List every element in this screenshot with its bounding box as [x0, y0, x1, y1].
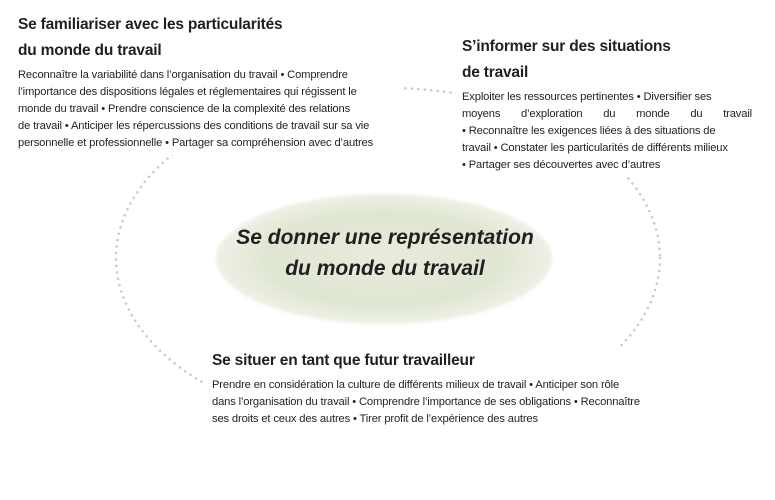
- body-line: dans l’organisation du travail • Comprendre l’importance de ses obligations • Reconnaître: [212, 396, 640, 408]
- block-body: [212, 377, 682, 428]
- central-concept-line-1: Se donner une représentation: [236, 226, 534, 249]
- block-bottom: [212, 348, 682, 428]
- block-title-line-1: Se familiariser avec les particularités: [18, 16, 283, 33]
- body-line: • Partager ses découvertes avec d’autres: [462, 159, 661, 171]
- body-line: Reconnaître la variabilité dans l’organisation du travail • Comprendre: [18, 69, 348, 81]
- block-title: Se situer en tant que futur travailleur: [212, 352, 475, 369]
- block-top-left: [18, 12, 398, 152]
- block-body: [18, 67, 398, 152]
- body-line: monde du travail • Prendre conscience de la complexité des relations: [18, 103, 351, 115]
- block-title: [18, 12, 398, 64]
- body-line: travail • Constater les particularités de différents milieux: [462, 142, 728, 154]
- body-line: Exploiter les ressources pertinentes • Diversifier ses: [462, 91, 712, 103]
- body-line: • Reconnaître les exigences liées à des situations de: [462, 125, 716, 137]
- body-line: moyens d’exploration du monde du travail: [462, 108, 752, 120]
- central-concept: [215, 222, 555, 284]
- body-line: ses droits et ceux des autres • Tirer profit de l’expérience des autres: [212, 413, 538, 425]
- central-concept-line-2: du monde du travail: [285, 257, 485, 280]
- block-title-line-1: S’informer sur des situations: [462, 38, 671, 55]
- body-line: personnelle et professionnelle • Partager sa compréhension avec d’autres: [18, 137, 374, 149]
- body-line: Prendre en considération la culture de différents milieux de travail • Anticiper son rôle: [212, 379, 620, 391]
- block-title-line-2: de travail: [462, 64, 529, 81]
- block-title: [462, 34, 752, 86]
- body-line: l’importance des dispositions légales et réglementaires qui régissent le: [18, 86, 357, 98]
- body-line: de travail • Anticiper les répercussions des conditions de travail sur sa vie: [18, 120, 370, 132]
- block-body: [462, 89, 752, 174]
- block-title-line-2: du monde du travail: [18, 42, 162, 59]
- block-top-right: [462, 34, 752, 174]
